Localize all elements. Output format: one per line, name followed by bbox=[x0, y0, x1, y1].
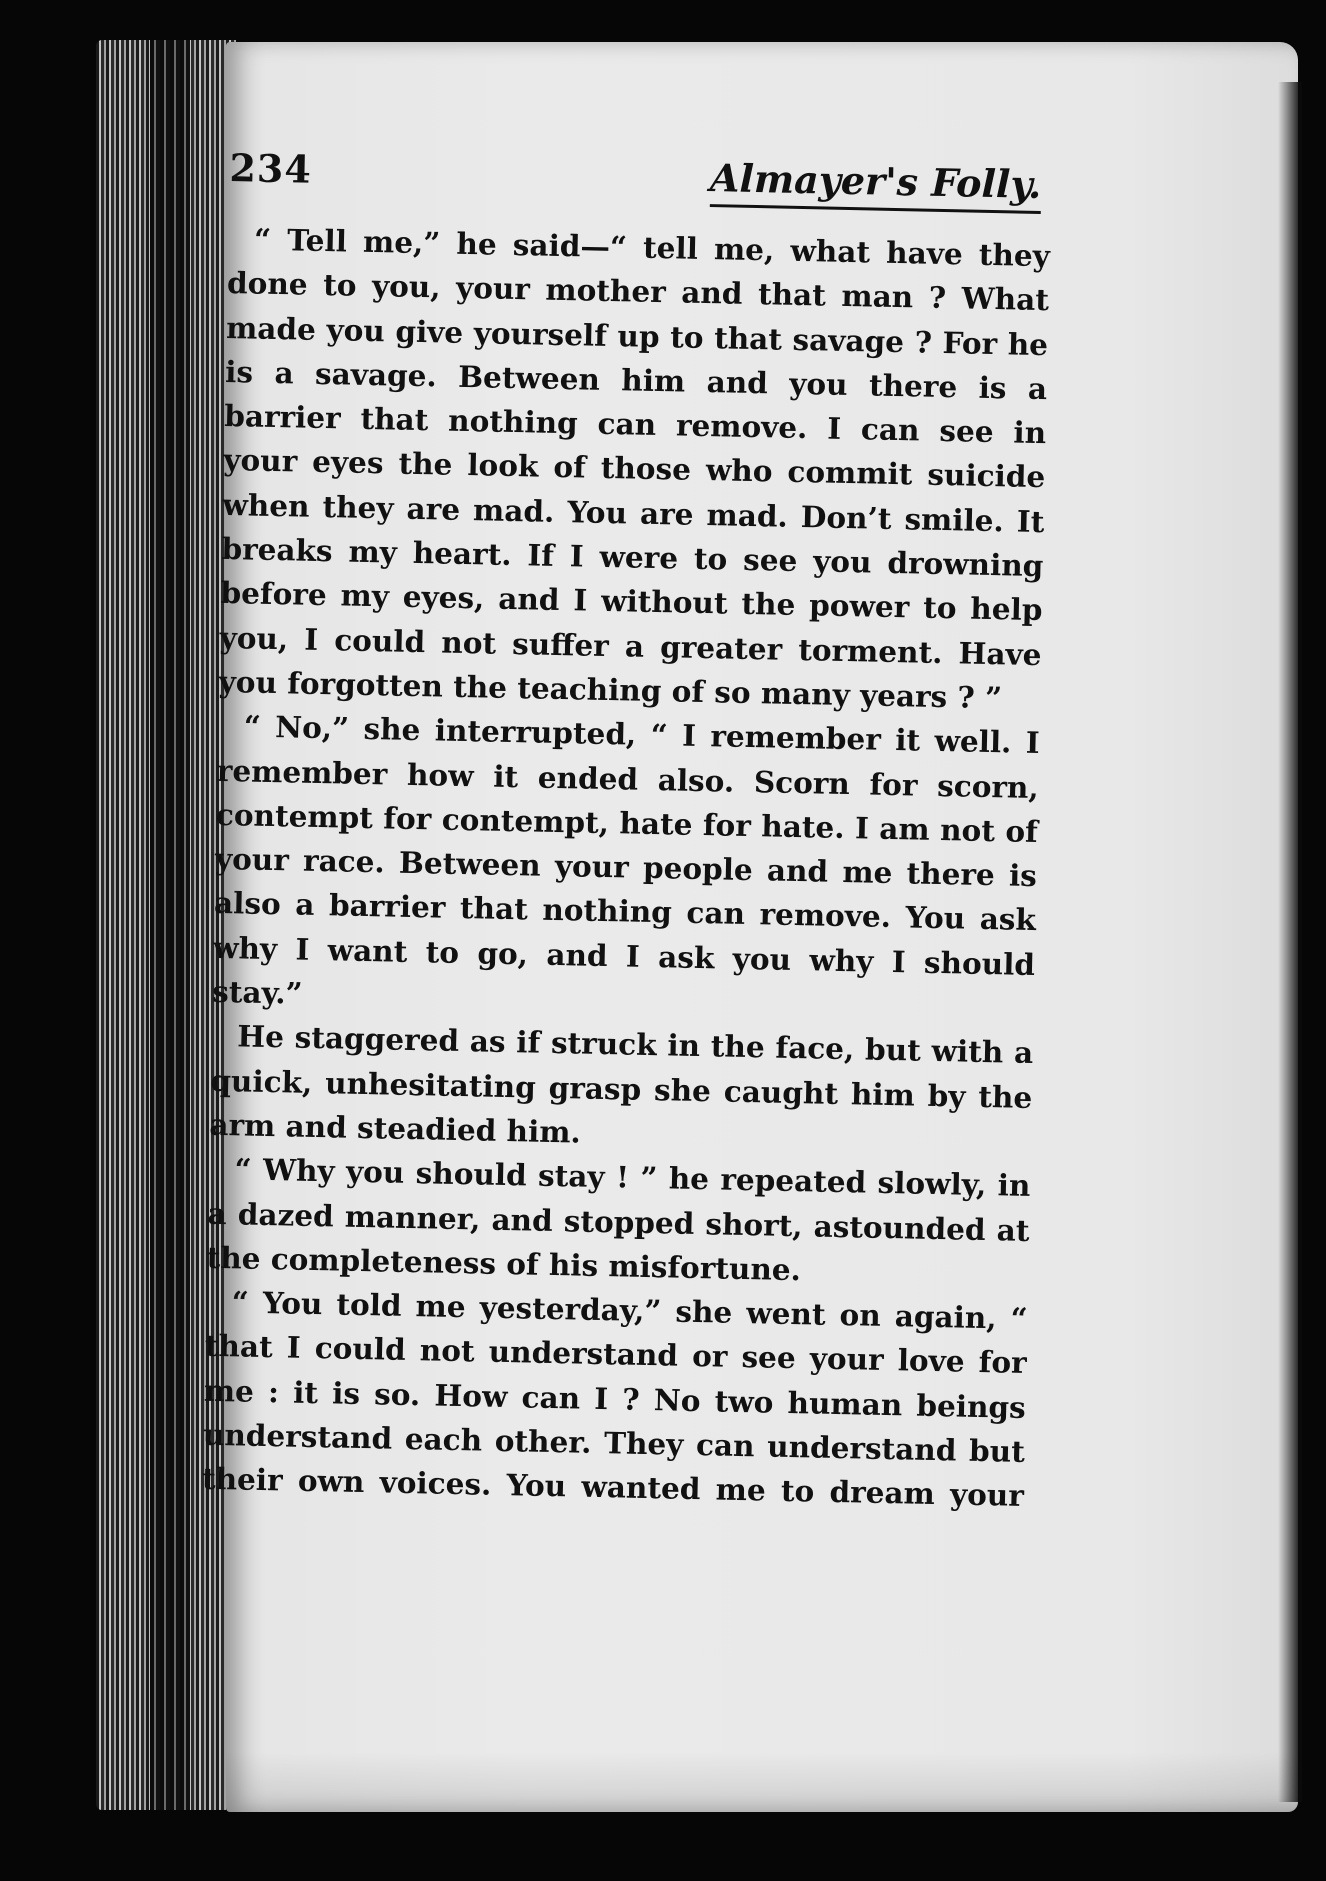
page-shadow bbox=[1278, 82, 1302, 1802]
page-bottom-shade bbox=[226, 1752, 1298, 1812]
paragraph: “ Why you should stay ! ” he repeated slowly, in a dazed manner, and stopped short, astounded at the completeness of his misfortune. bbox=[206, 1151, 1031, 1288]
text-block bbox=[201, 145, 1051, 1518]
paragraph: “ No,” she interrupted, “ I remember it well. I remember how it ended also. Scorn for scorn, contempt for contempt, hate for hate. I am not of your race. Between your people and me there is also a barrier that nothing can remove. You ask why I want to go, and I ask you why I should stay.” bbox=[211, 708, 1041, 1011]
paragraph: “ Tell me,” he said—“ tell me, what have they done to you, your mother and that man ? What made you give yourself up to that savage ? For he is a savage. Between him and you there is a barrier that nothing can remove. I can see in your eyes the look of those who commit suicide when they are mad. You are mad. Don’t smile. It breaks my heart. If I were to see you drowning before my eyes, and I without the power to help you, I could not suffer a greater torment. Have you forgotten the teaching of so many years ? ” bbox=[218, 221, 1051, 716]
paragraph: “ You told me yesterday,” she went on again, “ that I could not understand or see your love for me : it is so. How can I ? No two human beings understand each other. They can understand but their own voices. You wanted me to dream your bbox=[201, 1284, 1028, 1514]
running-title: Almayer's Folly. bbox=[709, 155, 1041, 214]
page-number: 234 bbox=[229, 145, 313, 192]
paragraph: He staggered as if struck in the face, but with a quick, unhesitating grasp she caught him by the arm and steadied him. bbox=[209, 1018, 1034, 1150]
book-spine bbox=[150, 40, 190, 1810]
